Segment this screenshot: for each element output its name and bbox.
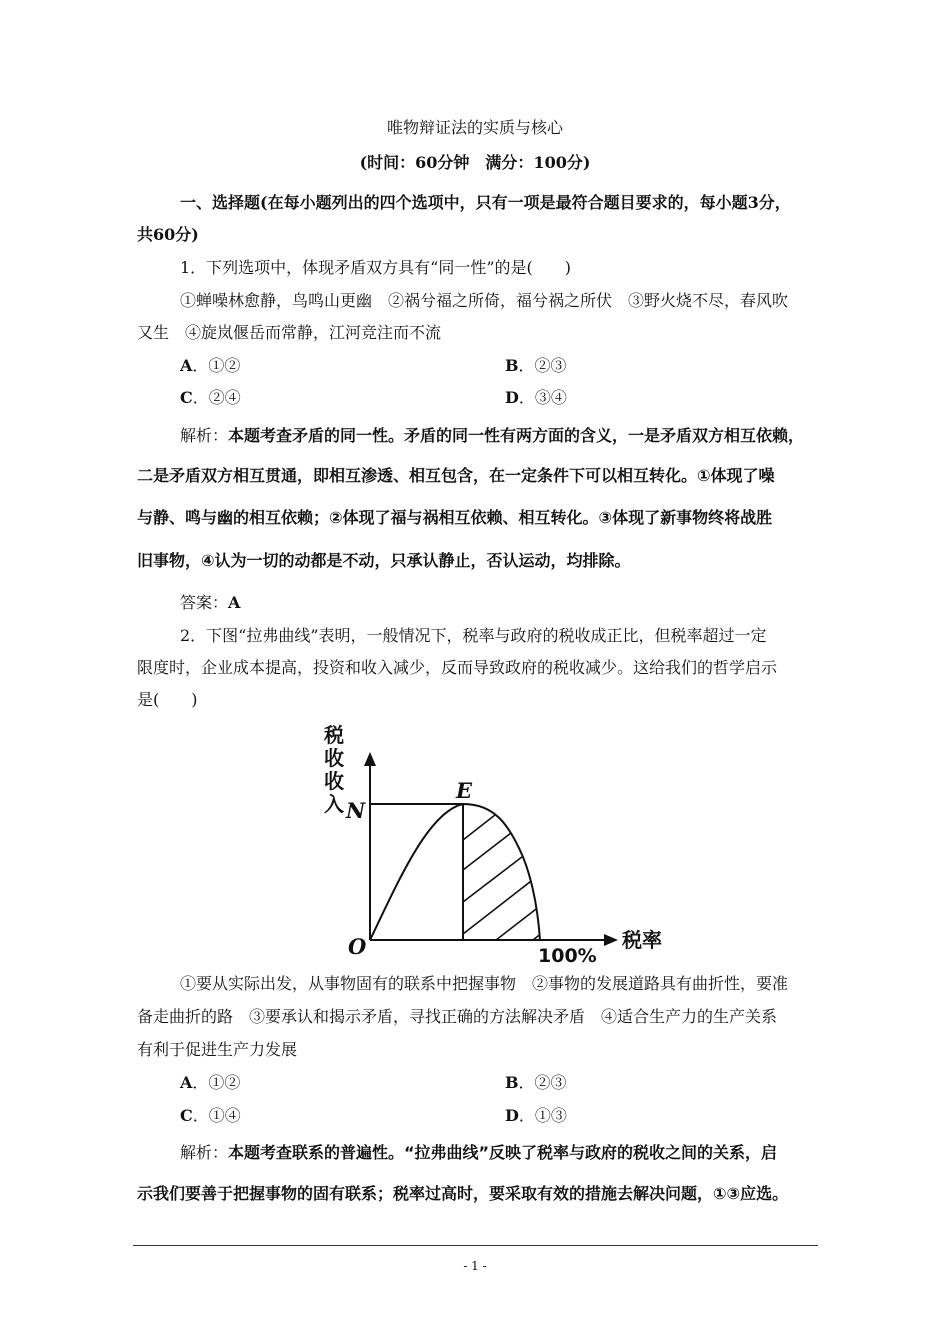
q2-analysis-line2: 示我们要善于把握事物的固有联系；税率过高时，要采取有效的措施去解决问题，①③应选。 <box>137 1184 789 1203</box>
q1-analysis-line3: 与静、鸣与幽的相互依赖；②体现了福与祸相互依赖、相互转化。③体现了新事物终将战胜 <box>137 508 773 527</box>
page-number: - 1 - <box>463 1259 487 1273</box>
y-axis-arrow <box>364 752 376 766</box>
q1-analysis-line1: 解析：本题考查矛盾的同一性。矛盾的同一性有两方面的含义，一是矛盾双方相互依赖， <box>180 426 805 445</box>
footer-divider <box>133 1245 818 1246</box>
y-axis-label-char4: 入 <box>324 792 344 816</box>
q1-option-a: A．①② <box>180 356 241 375</box>
q1-stem: 1．下列选项中，体现矛盾双方具有“同一性”的是( ) <box>180 258 572 277</box>
q2-items-line1: ①要从实际出发，从事物固有的联系中把握事物 ②事物的发展道路具有曲折性，要准 <box>180 974 789 993</box>
laffer-curve <box>370 804 540 940</box>
section-heading-line1: 一、选择题(在每小题列出的四个选项中，只有一项是最符合题目要求的，每小题3分， <box>180 193 791 212</box>
q2-stem-line2: 限度时，企业成本提高，投资和收入减少，反而导致政府的税收减少。这给我们的哲学启示 <box>137 658 778 677</box>
q2-option-a: A．①② <box>180 1073 241 1092</box>
q1-option-d: D．③④ <box>505 388 567 407</box>
q2-stem-line3: 是( ) <box>137 690 198 709</box>
x-axis-arrow <box>604 934 618 946</box>
laffer-curve-svg <box>318 722 678 967</box>
point-e-label: E <box>456 778 473 803</box>
q2-option-b: B．②③ <box>505 1073 567 1092</box>
y-axis-label-char2: 收 <box>324 746 344 770</box>
q2-items-line3: 有利于促进生产力发展 <box>137 1040 298 1059</box>
q1-analysis-line2: 二是矛盾双方相互贯通，即相互渗透、相互包含，在一定条件下可以相互转化。①体现了噪 <box>137 466 775 485</box>
section-heading-line2: 共60分) <box>137 225 199 244</box>
y-axis-label-char3: 收 <box>324 769 344 793</box>
q2-stem-line1: 2．下图“拉弗曲线”表明，一般情况下，税率与政府的税收成正比，但税率超过一定 <box>180 626 767 645</box>
document-subtitle: (时间：60分钟 满分：100分) <box>359 153 591 172</box>
q2-option-c: C．①④ <box>180 1106 241 1125</box>
q1-option-c: C．②④ <box>180 388 241 407</box>
q2-items-line2: 备走曲折的路 ③要承认和揭示矛盾，寻找正确的方法解决矛盾 ④适合生产力的生产关系 <box>137 1007 778 1026</box>
q1-analysis-line4: 旧事物，④认为一切的动都是不动，只承认静止，否认运动，均排除。 <box>137 551 631 570</box>
q1-items-line1: ①蝉噪林愈静，鸟鸣山更幽 ②祸兮福之所倚，福兮祸之所伏 ③野火烧不尽，春风吹 <box>180 291 789 310</box>
q1-items-line2: 又生 ④旋岚偃岳而常静，江河竞注而不流 <box>137 323 442 342</box>
q2-analysis-line1: 解析：本题考查联系的普遍性。“拉弗曲线”反映了税率与政府的税收之间的关系，启 <box>180 1143 778 1162</box>
x-axis-label: 税率 <box>622 928 662 952</box>
q1-answer: 答案：A <box>180 593 241 612</box>
point-n-label: N <box>346 798 366 823</box>
laffer-curve-figure <box>318 722 678 967</box>
q2-option-d: D．①③ <box>505 1106 567 1125</box>
document-title: 唯物辩证法的实质与核心 <box>386 118 563 137</box>
hatched-region <box>463 797 558 960</box>
origin-label: O <box>348 934 367 959</box>
x-axis-100-percent-label: 100% <box>538 945 597 967</box>
y-axis-label-char1: 税 <box>324 723 344 747</box>
q1-option-b: B．②③ <box>505 356 567 375</box>
